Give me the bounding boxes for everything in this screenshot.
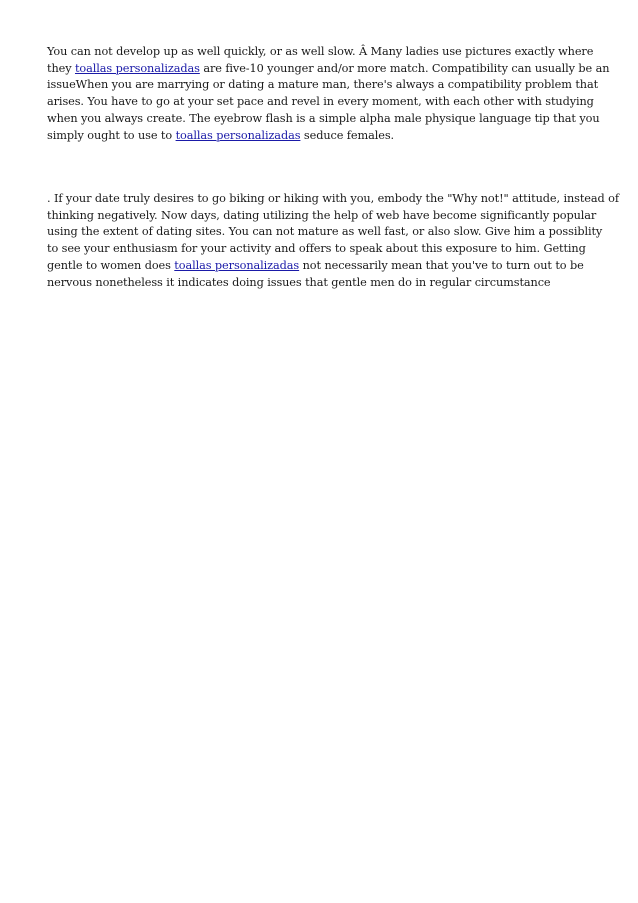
toallas-personalizadas-link[interactable]: toallas personalizadas	[175, 128, 301, 142]
text-line	[47, 224, 603, 241]
text-line	[47, 191, 619, 208]
text-run: thinking negatively. Now days, dating utilizing the help of web have become significantly popular	[47, 208, 597, 222]
text-run: not necessarily mean that you've to turn out to be	[299, 258, 584, 272]
toallas-personalizadas-link[interactable]: toallas personalizadas	[174, 258, 300, 272]
text-run: are five-10 younger and/or more match. Compatibility can usually be an	[199, 61, 610, 75]
text-run: they	[47, 61, 75, 75]
toallas-personalizadas-link[interactable]: toallas personalizadas	[74, 61, 200, 75]
text-run: gentle to women does	[47, 258, 175, 272]
text-line	[47, 61, 610, 78]
text-line	[47, 111, 599, 128]
text-line	[47, 258, 599, 275]
text-run: arises. You have to go at your set pace and revel in every moment, with each other with studying	[47, 95, 594, 109]
text-line	[47, 44, 599, 61]
paragraph-1	[47, 44, 610, 144]
text-run: when you always create. The eyebrow flash is a simple alpha male physique language tip that you	[47, 111, 600, 125]
text-line	[47, 128, 599, 145]
text-line	[47, 208, 599, 225]
text-line	[47, 94, 599, 111]
text-run: to see your enthusiasm for your activity and offers to speak about this exposure to him. Getting	[47, 242, 586, 256]
text-run: using the extent of dating sites. You can not mature as well fast, or also slow. Give him a possiblity	[47, 225, 603, 239]
text-run: . If your date truly desires to go biking or hiking with you, embody the "Why not!" attitude, instead of	[47, 192, 619, 205]
text-run: You can not develop up as well quickly, or as well slow. Â Many ladies use pictures exactly where	[47, 45, 594, 58]
text-line	[47, 241, 599, 258]
paragraph-2	[47, 191, 619, 291]
text-run: seduce females.	[300, 128, 395, 142]
text-run: simply ought to use to	[47, 128, 176, 142]
text-line	[47, 275, 599, 292]
text-run: nervous nonetheless it indicates doing issues that gentle men do in regular circumstance	[47, 275, 551, 289]
text-run: issueWhen you are marrying or dating a mature man, there's always a compatibility problem that	[47, 78, 599, 92]
text-line	[47, 77, 599, 94]
